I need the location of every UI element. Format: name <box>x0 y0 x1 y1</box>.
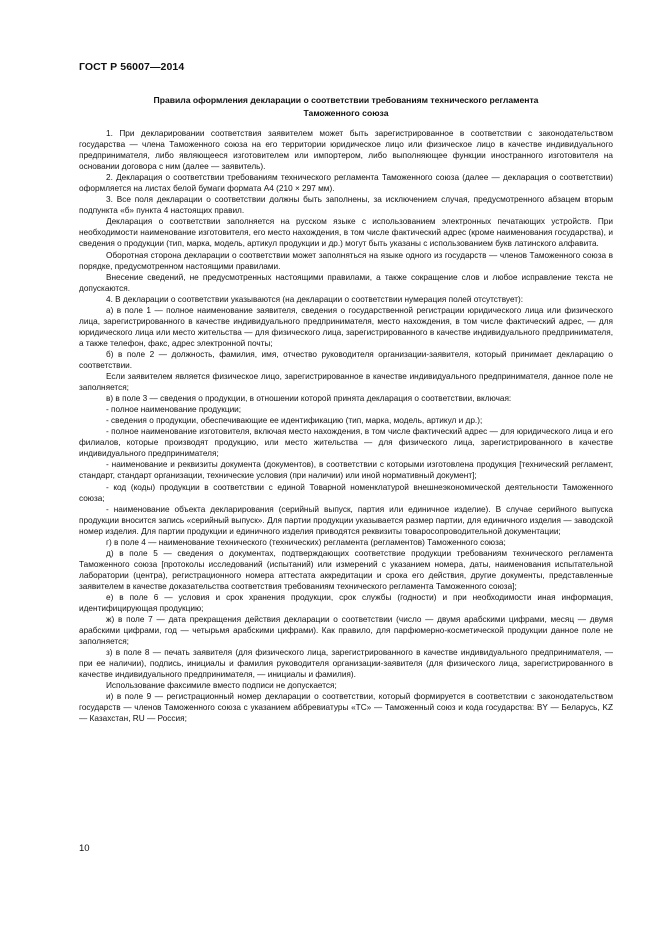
paragraph: 4. В декларации о соответствии указываются (на декларации о соответствии нумерация полей отсутствует): <box>106 294 524 304</box>
section-title <box>79 94 613 119</box>
paragraph: 3. Все поля декларации о соответствии должны быть заполнены, за исключением случая, предусмотренного абзацем вторым подпункта «б» пункта 4 настоящих правил. <box>79 195 613 216</box>
list-item: - код (коды) продукции в соответствии с единой Товарной номенклатурой внешнеэкономической деятельности Таможенного союза; <box>79 482 613 503</box>
section-title-line: Правила оформления декларации о соответствии требованиям технического регламента <box>153 95 539 105</box>
paragraph: в) в поле 3 — сведения о продукции, в отношении которой принята декларация о соответствии, включая: <box>106 394 512 404</box>
paragraph: Внесение сведений, не предусмотренных настоящими правилами, а также сокращение слов и любое исправление текста не допускаются. <box>79 272 613 293</box>
section-title-line: Таможенного союза <box>303 107 389 118</box>
page-number: 10 <box>79 843 90 854</box>
paragraph: д) в поле 5 — сведения о документах, подтверждающих соответствие продукции требованиям технического регламента Таможенного союза [протоколы исследований (испытаний) или измерений с указанием номера, даты, наименования испытательной лаборатории (центра), регистрационного номера аттестата аккредитации и срока его действия, другие документы, представленные заявителем в качестве доказательства соответствия требованиям технического регламента Таможенного союза]; <box>79 548 613 591</box>
list-item: - полное наименование изготовителя, включая место нахождения, в том числе фактический адрес — для юридического лица и его филиалов, которые производят продукцию, или место жительства — для физического лица, зарегистрированного в качестве индивидуального предпринимателя; <box>79 427 613 459</box>
paragraph: и) в поле 9 — регистрационный номер декларации о соответствии, который формируется в соответствии с законодательством государств — членов Таможенного союза с указанием аббревиатуры «ТС» — Таможенный союз и кода государства: BY — Беларусь, KZ — Казахстан, RU — Россия; <box>79 692 613 724</box>
standard-header: ГОСТ Р 56007—2014 <box>79 61 185 73</box>
paragraph: а) в поле 1 — полное наименование заявителя, сведения о государственной регистрации юридического лица или физического лица, зарегистрированного в качестве индивидуального предпринимателя, место нахождения, в том числе фактический адрес, — для юридического лица или место жительства — для физического лица, зарегистрированного в качестве индивидуального предпринимателя, а также телефон, факс, адрес электронной почты; <box>79 305 613 348</box>
list-item: - сведения о продукции, обеспечивающие ее идентификацию (тип, марка, модель, артикул и др.); <box>106 416 483 426</box>
paragraph: з) в поле 8 — печать заявителя (для физического лица, зарегистрированного в качестве индивидуального предпринимателя, — при ее наличии), подпись, инициалы и фамилия руководителя организации-заявителя (для физического лица, зарегистрированного в качестве индивидуального предпринимателя, — инициалы и фамилия). <box>79 648 613 680</box>
list-item: - наименование объекта декларирования (серийный выпуск, партия или единичное изделие). В случае серийного выпуска продукции вносится запись «серийный выпуск». Для партии продукции указывается размер партии, для единичного изделия — заводской номер изделия. Для партии продукции и единичного изделия приводятся реквизиты товаросопроводительной документации; <box>79 504 613 536</box>
list-item: - полное наименование продукции; <box>106 405 242 415</box>
paragraph: Оборотная сторона декларации о соответствии может заполняться на языке одного из государств — членов Таможенного союза в порядке, предусмотренном настоящими правилами. <box>79 250 613 271</box>
paragraph: 1. При декларировании соответствия заявителем может быть зарегистрированное в соответствии с законодательством государства — члена Таможенного союза на его территории юридическое лицо или физическое лицо в качестве индивидуального предпринимателя, либо являющееся изготовителем или импортером, либо выполняющее функции иностранного изготовителя на основании договора с ним (далее — заявитель). <box>79 129 613 172</box>
paragraph: Если заявителем является физическое лицо, зарегистрированное в качестве индивидуального предпринимателя, данное поле не заполняется; <box>79 372 613 393</box>
paragraph: б) в поле 2 — должность, фамилия, имя, отчество руководителя организации-заявителя, который принимает декларацию о соответствии. <box>79 349 613 370</box>
document-body <box>79 128 613 725</box>
paragraph: Декларация о соответствии заполняется на русском языке с использованием электронных печатающих устройств. При необходимости наименование изготовителя, его место нахождения, в том числе фактический адрес (кроме наименования государства), и сведения о продукции (тип, марка, модель, артикул продукции и др.) могут быть указаны с использованием букв латинского алфавита. <box>79 217 613 249</box>
paragraph: е) в поле 6 — условия и срок хранения продукции, срок службы (годности) и при необходимости иная информация, идентифицирующая продукцию; <box>79 592 613 614</box>
paragraph: ж) в поле 7 — дата прекращения действия декларации о соответствии (число — двумя арабскими цифрами, месяц — двумя арабскими цифрами, год — четырьмя арабскими цифрами). Как правило, для парфюмерно-косметической продукции данное поле не заполняется; <box>79 615 613 647</box>
paragraph: 2. Декларация о соответствии требованиям технического регламента Таможенного союза (далее — декларация о соответствии) оформляется на листах белой бумаги формата А4 (210 × 297 мм). <box>79 173 613 194</box>
paragraph: г) в поле 4 — наименование технического (технических) регламента (регламентов) Таможенного союза; <box>106 537 506 547</box>
list-item: - наименование и реквизиты документа (документов), в соответствии с которыми изготовлена продукция [технический регламент, стандарт, стандарт организации, технические условия (при наличии) или иной нормативный документ]; <box>79 460 613 481</box>
paragraph: Использование факсимиле вместо подписи не допускается; <box>106 681 337 691</box>
